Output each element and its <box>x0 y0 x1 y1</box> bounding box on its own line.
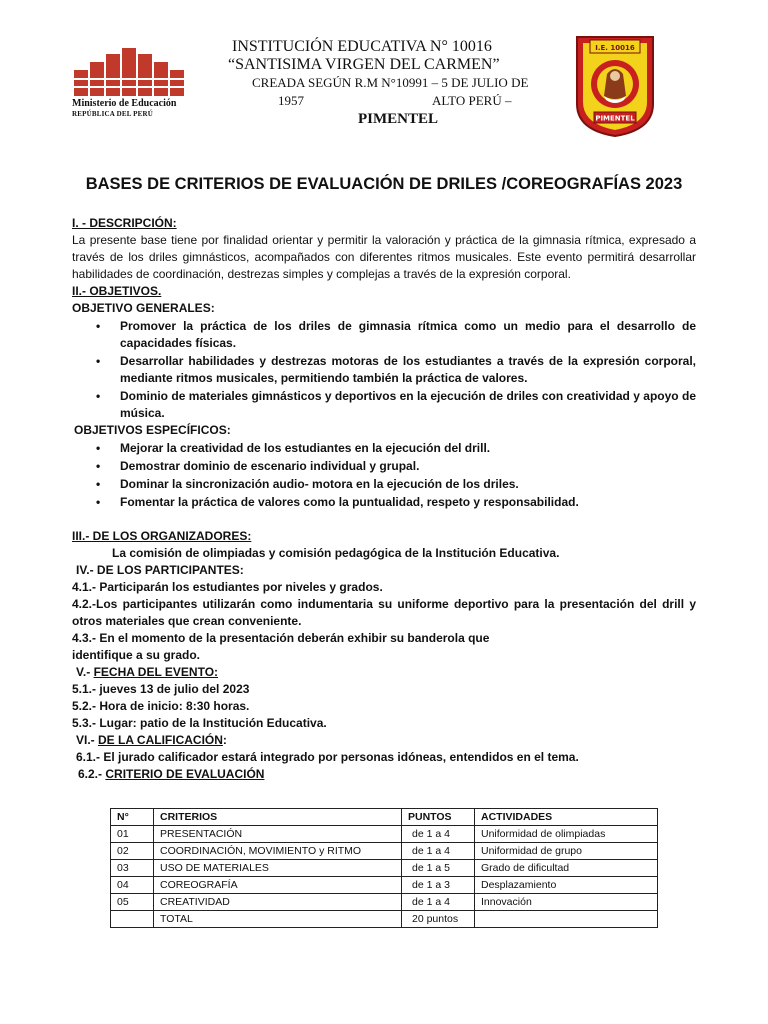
section-6-title: DE LA CALIFICACIÓN <box>98 733 223 747</box>
table-row <box>111 894 658 911</box>
table-header-cell: N° <box>111 809 154 826</box>
table-cell: 20 puntos <box>402 911 475 928</box>
section-6-prefix: VI.- <box>76 733 95 747</box>
table-cell: de 1 a 5 <box>402 860 475 877</box>
table-cell: de 1 a 4 <box>402 894 475 911</box>
specific-objective-item: • Dominar la sincronización audio- motora en la ejecución de los driles. <box>72 476 696 493</box>
criteria-heading <box>72 766 696 783</box>
section-5-heading <box>72 664 696 681</box>
table-cell: de 1 a 4 <box>402 843 475 860</box>
ministry-name <box>72 98 202 120</box>
table-cell: COREOGRAFÍA <box>154 877 402 894</box>
general-objective-item: • Dominio de materiales gimnásticos y deportivos en la ejecución de driles con creatividad y apoyo de música. <box>72 388 696 422</box>
table-header-cell: PUNTOS <box>402 809 475 826</box>
table-header-cell: ACTIVIDADES <box>475 809 658 826</box>
section-1-text: La presente base tiene por finalidad orientar y permitir la valoración y práctica de la gimnasia rítmica, expresado a través de los driles gimnásticos, acompañados con diferentes ritmos musicales. Este evento permitirá desarrollar habilidades de coordinación, destrezas simples y complejas a través de la expresión corporal. <box>72 233 696 281</box>
specific-objective-item: • Demostrar dominio de escenario individual y grupal. <box>72 458 696 475</box>
table-cell: USO DE MATERIALES <box>154 860 402 877</box>
institution-name: “SANTISIMA VIRGEN DEL CARMEN” <box>228 56 500 73</box>
table-row <box>111 877 658 894</box>
section-2-heading: II.- OBJETIVOS. <box>72 284 162 298</box>
section-4-heading: IV.- DE LOS PARTICIPANTES: <box>76 563 244 577</box>
event-place: 5.3.- Lugar: patio de la Institución Educativa. <box>72 716 327 730</box>
section-5-title: FECHA DEL EVENTO: <box>93 665 219 679</box>
ministry-logo-icon <box>70 40 200 100</box>
table-cell: Uniformidad de olimpiadas <box>475 826 658 843</box>
document-body <box>72 215 696 783</box>
document-title: BASES DE CRITERIOS DE EVALUACIÓN DE DRILES /COREOGRAFÍAS 2023 <box>85 175 683 193</box>
criteria-prefix: 6.2.- <box>78 767 103 781</box>
place-text: ALTO PERÚ – <box>432 93 512 108</box>
table-cell <box>475 911 658 928</box>
town-text: PIMENTEL <box>358 111 439 127</box>
section-5-prefix: V.- <box>76 665 91 679</box>
specific-objective-item: • Fomentar la práctica de valores como la puntualidad, respeto y responsabilidad. <box>72 494 696 511</box>
table-cell <box>111 911 154 928</box>
table-cell: 02 <box>111 843 154 860</box>
table-row <box>111 826 658 843</box>
table-cell: 01 <box>111 826 154 843</box>
ministry-sub-text: REPÚBLICA DEL PERÚ <box>72 110 154 118</box>
creation-line-2: 1957 <box>278 93 304 108</box>
criteria-title: CRITERIO DE EVALUACIÓN <box>105 767 265 781</box>
table-total-row <box>111 911 658 928</box>
specific-objectives-heading: OBJETIVOS ESPECÍFICOS: <box>74 423 231 437</box>
table-cell: de 1 a 3 <box>402 877 475 894</box>
crest-top-label: I.E. 10016 <box>595 44 635 52</box>
table-cell: PRESENTACIÓN <box>154 826 402 843</box>
participants-item-3: 4.3.- En el momento de la presentación deberán exhibir su banderola que <box>72 631 490 645</box>
table-header-row <box>111 809 658 826</box>
table-cell: Uniformidad de grupo <box>475 843 658 860</box>
table-cell: CREATIVIDAD <box>154 894 402 911</box>
table-cell: Desplazamiento <box>475 877 658 894</box>
ministry-name-text: Ministerio de Educación <box>72 98 177 109</box>
participants-item-1: 4.1.- Participarán los estudiantes por niveles y grados. <box>72 580 383 594</box>
participants-item-3-cont: identifique a su grado. <box>72 648 201 662</box>
section-3-text: La comisión de olimpiadas y comisión pedagógica de la Institución Educativa. <box>112 546 560 560</box>
event-date: 5.1.- jueves 13 de julio del 2023 <box>72 682 250 696</box>
jury-text: 6.1.- El jurado calificador estará integrado por personas idóneas, entendidos en el tema. <box>76 750 579 764</box>
table-cell: de 1 a 4 <box>402 826 475 843</box>
table-row <box>111 843 658 860</box>
criteria-table <box>110 808 658 928</box>
table-row <box>111 860 658 877</box>
specific-objective-item: • Mejorar la creatividad de los estudiantes en la ejecución del drill. <box>72 440 696 457</box>
general-objective-item: • Promover la práctica de los driles de gimnasia rítmica como un medio para el desarrollo de capacidades físicas. <box>72 318 696 352</box>
creation-line-1: CREADA SEGÚN R.M N°10991 – 5 DE JULIO DE <box>252 75 529 90</box>
participants-item-2: 4.2.-Los participantes utilizarán como indumentaria su uniforme deportivo para la presentación del drill y otros materiales que crean conveniente. <box>72 597 696 628</box>
table-cell: 03 <box>111 860 154 877</box>
table-header-cell: CRITERIOS <box>154 809 402 826</box>
table-cell: COORDINACIÓN, MOVIMIENTO y RITMO <box>154 843 402 860</box>
institution-title: INSTITUCIÓN EDUCATIVA N° 10016 <box>232 38 492 55</box>
table-cell: 05 <box>111 894 154 911</box>
general-objective-item: • Desarrollar habilidades y destrezas motoras de los estudiantes a través de la expresión corporal, mediante ritmos musicales, permitiendo también la práctica de valores. <box>72 353 696 387</box>
crest-bottom-label: PIMENTEL <box>595 114 635 123</box>
general-objectives-heading: OBJETIVO GENERALES: <box>72 301 215 315</box>
table-cell: Grado de dificultad <box>475 860 658 877</box>
section-3-heading: III.- DE LOS ORGANIZADORES: <box>72 529 252 543</box>
table-cell: Innovación <box>475 894 658 911</box>
table-cell: 04 <box>111 877 154 894</box>
event-time: 5.2.- Hora de inicio: 8:30 horas. <box>72 699 250 713</box>
section-6-heading <box>72 732 696 749</box>
table-cell: TOTAL <box>154 911 402 928</box>
section-6-suffix: : <box>222 733 227 747</box>
school-crest-icon <box>574 34 656 138</box>
section-1-heading: I. - DESCRIPCIÓN: <box>72 216 177 230</box>
school-crest <box>574 34 656 138</box>
